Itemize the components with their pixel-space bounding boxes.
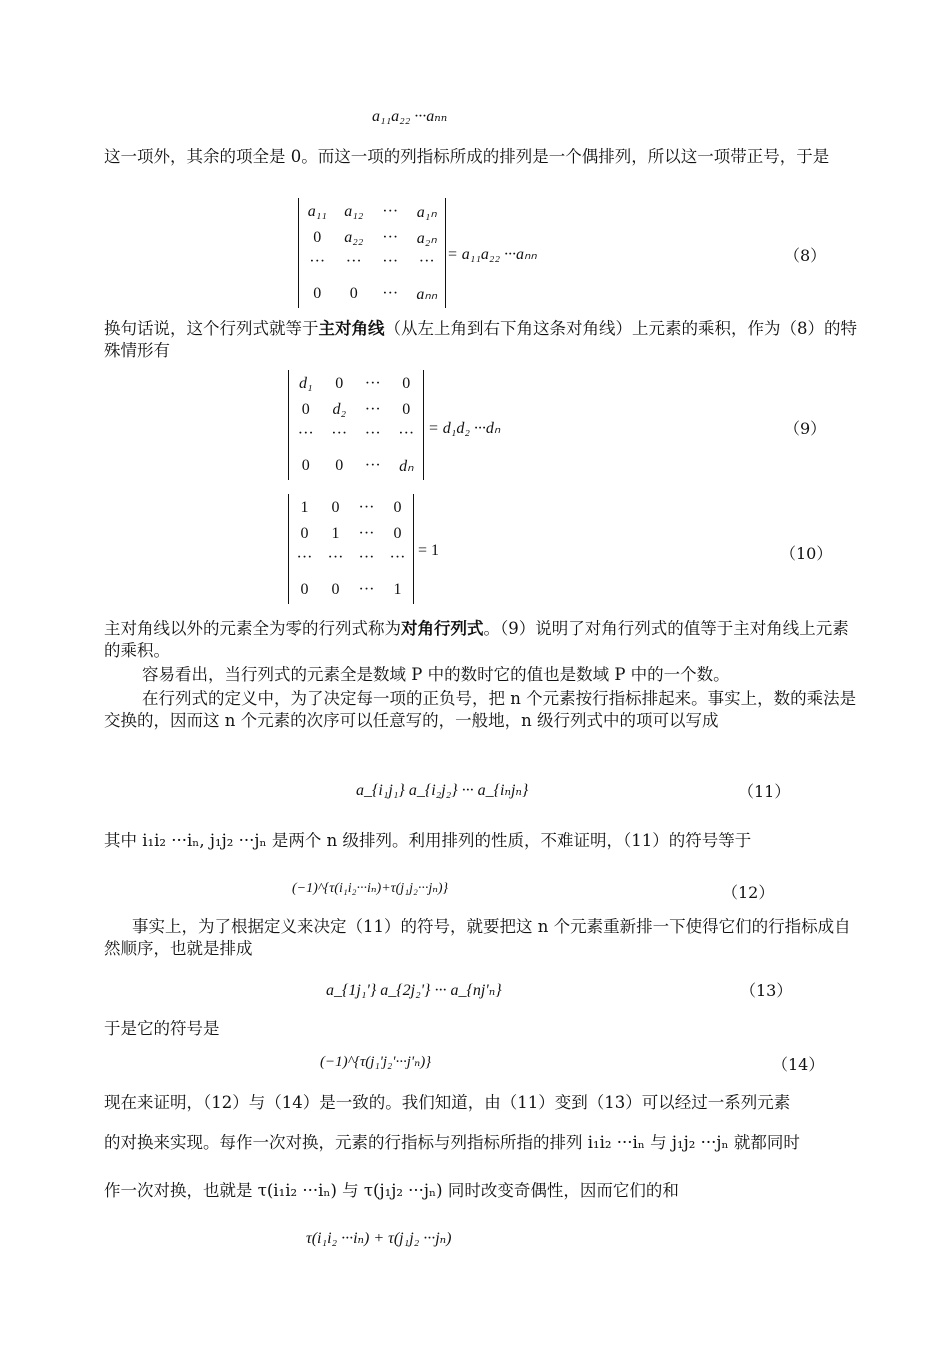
p3-bold-diagonal-determinant: 对角行列式: [401, 619, 484, 638]
m9-cell: 0: [335, 375, 344, 392]
p2-bold-main-diagonal: 主对角线: [318, 319, 385, 338]
eq9-rhs: = d₁d₂ ···dₙ: [428, 420, 501, 437]
m10-cell: 1: [331, 525, 340, 542]
eq-number-8: （8）: [784, 246, 827, 265]
m8-cell: aₙₙ: [416, 286, 438, 303]
paragraph-4: 容易看出，当行列式的元素全是数域 P 中的数时它的值也是数域 P 中的一个数。: [142, 665, 730, 684]
m8-cell: ···: [382, 253, 399, 270]
m10-cell: ···: [358, 525, 375, 542]
m10-cell: 0: [393, 525, 402, 542]
m9-cell: ···: [297, 425, 314, 442]
m8-cell: 0: [349, 285, 358, 302]
eq-number-10: （10）: [780, 544, 833, 563]
m10-cell: 1: [300, 499, 309, 516]
m10-cell: ···: [389, 549, 406, 566]
p2-text-b: （从左上角到右下角这条对角线）上元素的乘积，作为（8）的特殊情形有: [104, 319, 857, 360]
m9-cell: 0: [301, 457, 310, 474]
m10-cell: 0: [300, 525, 309, 542]
paragraph-3: [104, 618, 864, 662]
formula-13: a_{1j₁'} a_{2j₂'} ··· a_{nj'ₙ}: [326, 982, 502, 999]
m9-cell: ···: [364, 457, 381, 474]
eq-number-13: （13）: [740, 981, 793, 1000]
eq-number-11: （11）: [738, 782, 791, 801]
paragraph-8: 于是它的符号是: [104, 1019, 220, 1038]
m10-cell: ···: [358, 581, 375, 598]
m8-cell: a₁₁: [307, 203, 327, 220]
m8-cell: 0: [313, 285, 322, 302]
m10-cell: ···: [358, 499, 375, 516]
formula-final: τ(i₁i₂ ···iₙ) + τ(j₁j₂ ···jₙ): [306, 1230, 452, 1247]
m9-cell: ···: [364, 401, 381, 418]
m9-cell: 0: [335, 457, 344, 474]
m8-cell: a₁ₙ: [416, 204, 437, 221]
paragraph-9c: 作一次对换，也就是 τ(i₁i₂ ···iₙ) 与 τ(j₁j₂ ···jₙ) 同时改变奇偶性，因而它们的和: [104, 1181, 679, 1200]
m8-cell: ···: [382, 229, 399, 246]
paragraph-9a: 现在来证明，（12）与（14）是一致的。我们知道，由（11）变到（13）可以经过一系列元素: [104, 1093, 791, 1112]
formula-top: a₁₁a₂₂ ···aₙₙ: [372, 108, 448, 125]
m9-cell: ···: [331, 425, 348, 442]
m9-cell: ···: [364, 375, 381, 392]
eq-number-14: （14）: [772, 1055, 825, 1074]
m10-cell: ···: [358, 549, 375, 566]
m8-cell: ···: [382, 285, 399, 302]
paragraph-1: 这一项外，其余的项全是 0。而这一项的列指标所成的排列是一个偶排列，所以这一项带正号，于是: [104, 147, 830, 166]
m10-cell: 0: [331, 499, 340, 516]
m10-cell: ···: [327, 549, 344, 566]
m10-cell: 0: [393, 499, 402, 516]
m8-cell: ···: [418, 253, 435, 270]
paragraph-7: 事实上，为了根据定义来决定（11）的符号，就要把这 n 个元素重新排一下使得它们的行指标成自然顺序，也就是排成: [104, 917, 851, 958]
formula-14: (−1)^{τ(j₁'j₂'···j'ₙ)}: [320, 1054, 432, 1070]
m8-cell: ···: [382, 203, 399, 220]
eq-number-12: （12）: [722, 883, 775, 902]
m9-cell: ···: [364, 425, 381, 442]
paragraph-2: [104, 318, 864, 362]
m8-cell: a₂₂: [344, 229, 364, 246]
m8-cell: 0: [313, 229, 322, 246]
p3-text-b: 。（9）说明了对角行列式的值等于主对角线上元素的乘积。: [104, 619, 849, 660]
m8-cell: a₁₂: [344, 203, 364, 220]
m8-cell: ···: [345, 253, 362, 270]
p3-text-a: 主对角线以外的元素全为零的行列式称为: [104, 619, 401, 638]
m9-cell: d₁: [298, 375, 313, 392]
m10-cell: 0: [300, 581, 309, 598]
m8-cell: ···: [309, 253, 326, 270]
paragraph-9b: 的对换来实现。每作一次对换，元素的行指标与列指标所指的排列 i₁i₂ ···iₙ 与 j₁j₂ ···jₙ 就都同时: [104, 1133, 800, 1152]
m9-cell: ···: [398, 425, 415, 442]
m8-cell: a₂ₙ: [416, 230, 437, 247]
paragraph-6: 其中 i₁i₂ ···iₙ, j₁j₂ ···jₙ 是两个 n 级排列。利用排列的性质，不难证明，（11）的符号等于: [104, 831, 752, 850]
m10-cell: 1: [393, 581, 402, 598]
m9-cell: dₙ: [399, 458, 414, 475]
m9-cell: 0: [402, 375, 411, 392]
determinant-9: [288, 370, 424, 480]
determinant-8: [298, 198, 446, 308]
formula-11: a_{i₁j₁} a_{i₂j₂} ··· a_{iₙjₙ}: [356, 782, 529, 799]
eq10-rhs: = 1: [418, 542, 440, 559]
p2-text-a: 换句话说，这个行列式就等于: [104, 319, 319, 338]
m9-cell: 0: [402, 401, 411, 418]
formula-12: (−1)^{τ(i₁i₂···iₙ)+τ(j₁j₂···jₙ)}: [292, 881, 449, 896]
eq-number-9: （9）: [784, 419, 827, 438]
paragraph-5: 在行列式的定义中，为了决定每一项的正负号，把 n 个元素按行指标排起来。事实上，数的乘法是交换的，因而这 n 个元素的次序可以任意写的，一般地，n 级行列式中的项可以写成: [104, 689, 857, 730]
m9-cell: 0: [301, 401, 310, 418]
m9-cell: d₂: [332, 401, 347, 418]
eq8-rhs: = a₁₁a₂₂ ···aₙₙ: [447, 246, 537, 263]
m10-cell: 0: [331, 581, 340, 598]
m10-cell: ···: [296, 549, 313, 566]
determinant-10: [288, 494, 414, 604]
